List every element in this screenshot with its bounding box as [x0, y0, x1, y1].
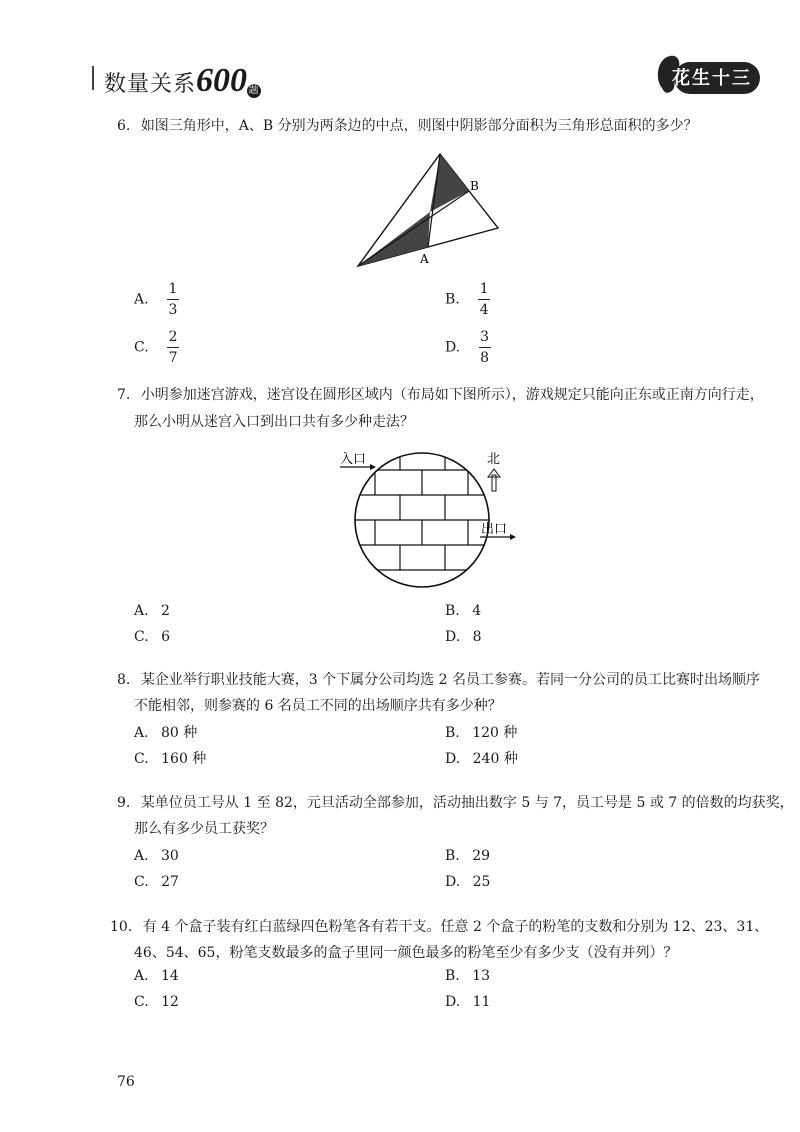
option-letter: A.: [134, 725, 149, 741]
question-number: 8.: [117, 672, 131, 688]
option-d: [445, 872, 490, 892]
option-c: [134, 992, 179, 1012]
question-text: 如图三角形中，A、B 分别为两条边的中点，则图中阴影部分面积为三角形总面积的多少？: [140, 118, 698, 134]
question-7: [117, 384, 764, 406]
option-value: 160 种: [161, 751, 207, 767]
option-value: 240 种: [472, 751, 518, 767]
option-fraction: [479, 328, 491, 367]
question-number: 6.: [117, 118, 131, 134]
option-letter: A.: [134, 968, 149, 984]
numerator: 1: [479, 281, 489, 297]
option-letter: D.: [445, 629, 461, 645]
question-6: [117, 115, 698, 137]
denominator: 8: [480, 350, 490, 366]
option-value: 80 种: [161, 725, 198, 741]
option-b: [445, 280, 490, 319]
triangle-figure: [350, 150, 510, 270]
option-a: [134, 280, 179, 319]
series-title-text: 数量关系: [104, 72, 197, 97]
question-10: [110, 916, 768, 938]
option-letter: B.: [445, 291, 460, 308]
option-value: 13: [472, 968, 491, 984]
denominator: 3: [168, 302, 178, 318]
option-letter: D.: [445, 994, 461, 1010]
denominator: 7: [168, 350, 178, 366]
option-a: [134, 846, 179, 866]
option-c: [134, 627, 170, 647]
option-letter: C.: [134, 629, 149, 645]
option-value: 27: [161, 874, 179, 890]
option-b: [445, 846, 490, 866]
option-letter: C.: [134, 751, 149, 767]
option-b: [445, 723, 517, 743]
question-9: [117, 792, 794, 814]
option-value: 14: [161, 968, 179, 984]
option-letter: D.: [445, 339, 461, 356]
option-d: [445, 992, 490, 1012]
option-b: [445, 966, 490, 986]
fraction-bar: [167, 347, 179, 348]
option-letter: A.: [134, 848, 149, 864]
header-divider: [92, 66, 94, 90]
option-d: [445, 627, 482, 647]
option-value: 4: [472, 603, 482, 619]
fraction-bar: [167, 299, 179, 300]
question-8-line-2: 不能相邻，则参赛的 6 名员工不同的出场顺序共有多少种？: [134, 698, 502, 714]
entrance-label: 入口: [340, 452, 367, 467]
option-letter: B.: [445, 725, 460, 741]
option-value: 8: [472, 629, 482, 645]
question-text: 小明参加迷宫游戏，迷宫设在圆形区域内（布局如下图所示），游戏规定只能向正东或正南方向行走，: [140, 387, 764, 403]
series-number: 600: [196, 62, 248, 99]
option-letter: C.: [134, 339, 149, 356]
series-suffix: 题: [248, 85, 260, 96]
point-a-label: A: [420, 252, 429, 266]
option-value: 6: [161, 629, 171, 645]
option-c: [134, 872, 179, 892]
question-text: 某企业举行职业技能大赛，3 个下属分公司均选 2 名员工参赛。若同一分公司的员工比赛时出场顺序: [140, 672, 760, 688]
option-a: [134, 601, 170, 621]
numerator: 3: [480, 329, 490, 345]
option-value: 120 种: [472, 725, 518, 741]
numerator: 2: [168, 329, 178, 345]
option-letter: C.: [134, 994, 149, 1010]
question-number: 10.: [110, 919, 133, 935]
option-value: 11: [472, 994, 491, 1010]
option-value: 29: [472, 848, 491, 864]
question-text: 某单位员工号从 1 至 82，元旦活动全部参加，活动抽出数字 5 与 7，员工号是 5 或 7 的倍数的均获奖，: [140, 795, 794, 811]
question-8: [117, 669, 760, 691]
option-letter: D.: [445, 751, 461, 767]
option-fraction: [478, 280, 490, 319]
option-letter: B.: [445, 603, 460, 619]
option-value: 2: [161, 603, 170, 619]
exit-label: 出口: [481, 522, 508, 537]
option-letter: C.: [134, 874, 149, 890]
option-fraction: [167, 328, 179, 367]
maze-figure: [330, 445, 530, 595]
numerator: 1: [168, 281, 178, 297]
option-letter: A.: [134, 291, 149, 308]
option-letter: B.: [445, 848, 460, 864]
denominator: 4: [479, 302, 489, 318]
question-number: 9.: [117, 795, 131, 811]
option-value: 12: [161, 994, 179, 1010]
option-a: [134, 723, 197, 743]
question-7-line-2: 那么小明从迷宫入口到出口共有多少种走法？: [134, 414, 414, 430]
brand-name: 花生十三: [672, 68, 752, 89]
option-letter: B.: [445, 968, 460, 984]
question-9-line-2: 那么有多少员工获奖？: [134, 821, 274, 837]
page-number: 76: [117, 1074, 135, 1090]
point-b-label: B: [470, 179, 479, 193]
option-value: 25: [472, 874, 491, 890]
option-c: [134, 749, 206, 769]
option-a: [134, 966, 179, 986]
fraction-bar: [478, 299, 490, 300]
option-b: [445, 601, 481, 621]
option-fraction: [167, 280, 179, 319]
question-10-line-2: 46、54、65，粉笔支数最多的盒子里同一颜色最多的粉笔至少有多少支（没有并列）？: [134, 945, 678, 961]
series-title: [104, 62, 261, 100]
question-text: 有 4 个盒子装有红白蓝绿四色粉笔各有若干支。任意 2 个盒子的粉笔的支数和分别为 12、23、31、: [142, 919, 769, 935]
north-label: 北: [487, 452, 501, 467]
option-c: [134, 328, 179, 367]
option-letter: A.: [134, 603, 149, 619]
option-value: 30: [161, 848, 179, 864]
option-letter: D.: [445, 874, 461, 890]
option-d: [445, 328, 491, 367]
option-d: [445, 749, 518, 769]
fraction-bar: [479, 347, 491, 348]
question-number: 7.: [117, 387, 131, 403]
